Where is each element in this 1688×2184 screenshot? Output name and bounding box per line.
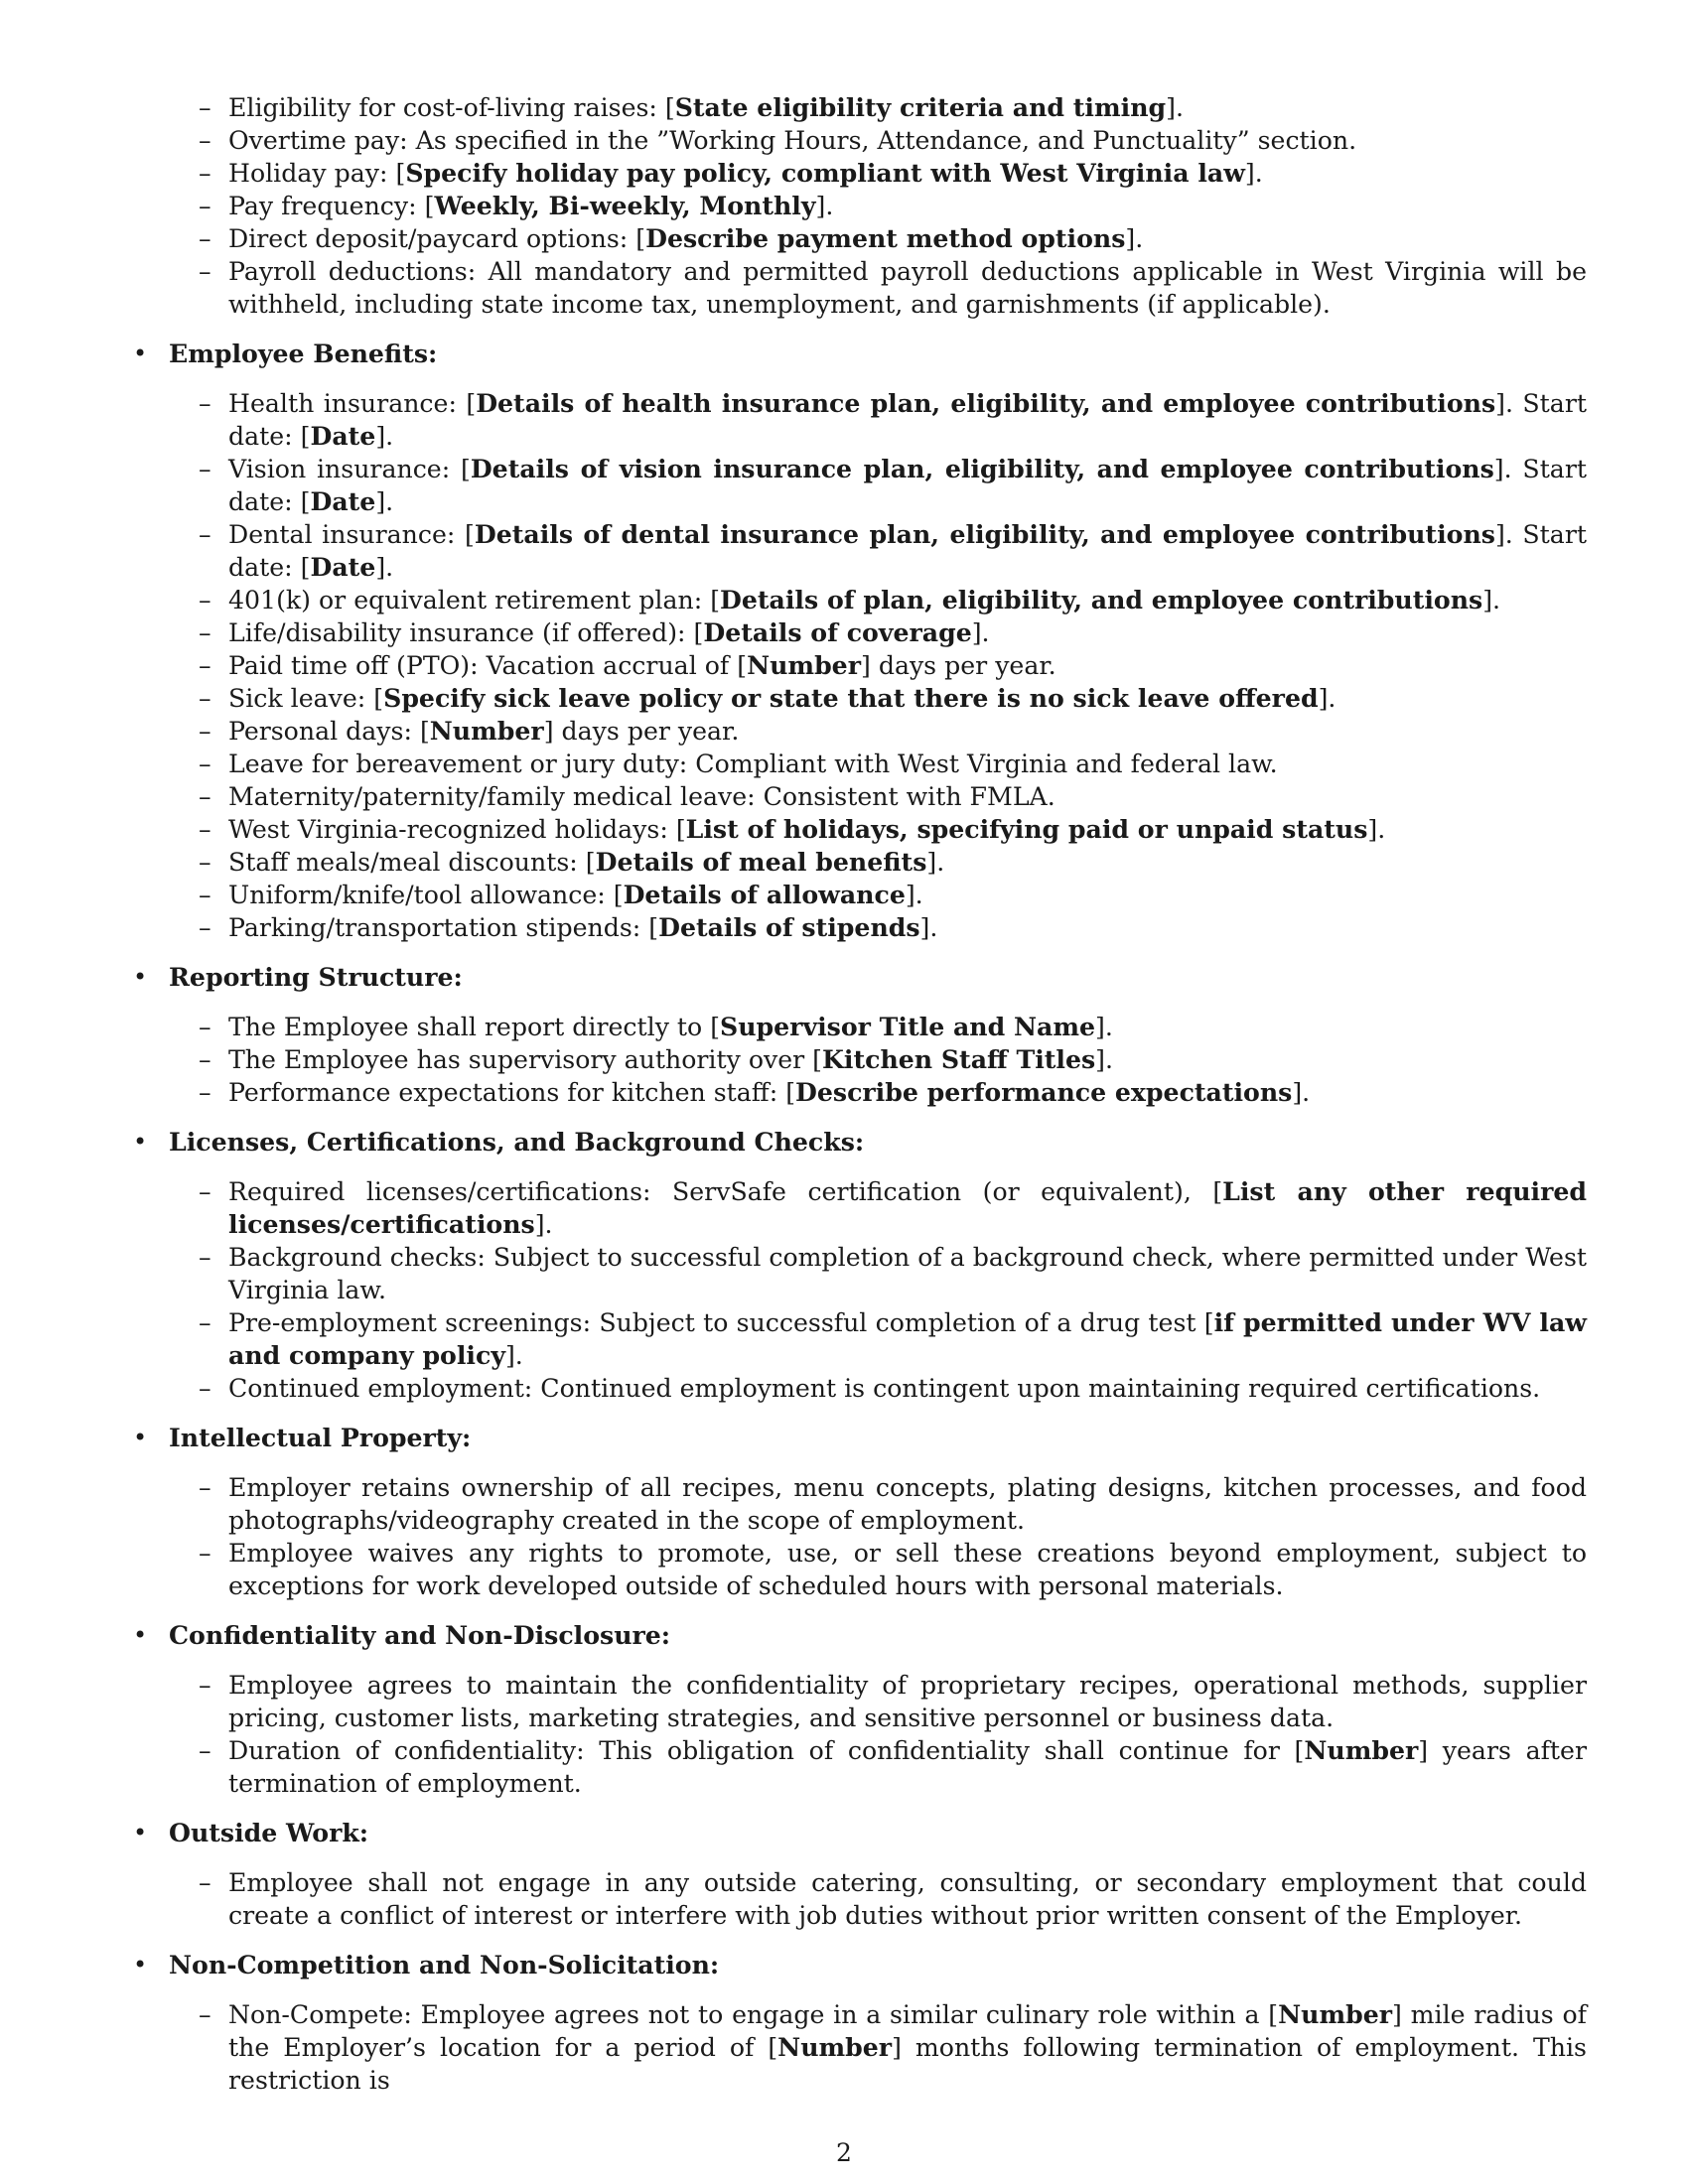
dash-marker: –: [199, 1539, 211, 1568]
placeholder-text: Number: [429, 716, 544, 746]
body-text: West Virginia-recognized holidays: [: [228, 815, 686, 844]
sections-list: [127, 338, 1587, 2097]
placeholder-text: Details of plan, eligibility, and employee contributions: [720, 585, 1483, 614]
body-text: ].: [815, 192, 834, 220]
body-text: 401(k) or equivalent retirement plan: [: [228, 586, 721, 614]
body-text: ].: [534, 1210, 553, 1239]
body-text: ] days per year.: [543, 717, 740, 746]
body-text: Life/disability insurance (if offered): [: [228, 618, 704, 647]
dash-marker: –: [199, 159, 211, 188]
section-title: Non-Competition and Non-Solicitation:: [169, 1950, 720, 1979]
body-text: Payroll deductions: All mandatory and permitted payroll deductions applicable in West Virginia will be withheld, including state income tax, unemployment, and garnishments (if applicable).: [228, 257, 1587, 319]
section-item: [127, 1126, 1587, 1405]
placeholder-text: Details of meal benefits: [595, 847, 927, 877]
body-text: Eligibility for cost-of-living raises: [: [228, 93, 675, 122]
section-title: Licenses, Certifications, and Background Checks:: [169, 1127, 865, 1157]
list-item: [199, 190, 1587, 222]
section-item: [127, 961, 1587, 1109]
dash-marker: –: [199, 1078, 211, 1107]
section-item: [127, 1817, 1587, 1932]
placeholder-text: Date: [310, 552, 376, 582]
list-item: [199, 518, 1587, 584]
dash-marker: –: [199, 455, 211, 483]
body-text: ].: [1292, 1078, 1311, 1107]
list-item: [199, 715, 1587, 748]
section-sublist: [169, 1011, 1587, 1109]
list-item: [199, 911, 1587, 944]
dash-marker: –: [199, 1868, 211, 1897]
pay-details-list: [127, 91, 1587, 321]
list-item: [199, 649, 1587, 682]
dash-marker: –: [199, 651, 211, 680]
dash-marker: –: [199, 1671, 211, 1700]
section-sublist: [169, 1866, 1587, 1932]
section-title: Reporting Structure:: [169, 962, 463, 992]
list-item: [199, 157, 1587, 190]
dash-marker: –: [199, 848, 211, 877]
placeholder-text: if permitted under WV law and company policy: [228, 1307, 1587, 1370]
bullet-marker: •: [133, 1951, 148, 1979]
placeholder-text: Number: [1304, 1735, 1419, 1765]
dash-marker: –: [199, 815, 211, 844]
body-text: Sick leave: [: [228, 684, 384, 713]
list-item: [199, 1372, 1587, 1405]
body-text: Uniform/knife/tool allowance: [: [228, 881, 624, 909]
body-text: Personal days: [: [228, 717, 430, 746]
dash-marker: –: [199, 1045, 211, 1074]
placeholder-text: Number: [1278, 1999, 1393, 2029]
dash-marker: –: [199, 913, 211, 942]
body-text: ].: [1166, 93, 1184, 122]
body-text: ].: [375, 553, 394, 582]
body-text: ]. Start date: [: [228, 389, 1587, 451]
placeholder-text: Date: [310, 421, 376, 451]
body-text: Non-Compete: Employee agrees not to engage in a similar culinary role within a [: [228, 2000, 1279, 2029]
body-text: ].: [905, 881, 923, 909]
list-item: [199, 879, 1587, 911]
document-page: [127, 91, 1587, 2114]
body-text: Continued employment: Continued employment is contingent upon maintaining required certifications.: [228, 1374, 1541, 1403]
body-text: ].: [1125, 224, 1144, 253]
placeholder-text: Details of coverage: [703, 617, 972, 647]
dash-marker: –: [199, 1243, 211, 1272]
dash-marker: –: [199, 684, 211, 713]
bullet-marker: •: [133, 340, 148, 367]
body-text: The Employee has supervisory authority over [: [228, 1045, 823, 1074]
body-text: The Employee shall report directly to [: [228, 1013, 721, 1041]
section-sublist: [169, 387, 1587, 944]
body-text: ].: [1318, 684, 1336, 713]
list-item: [199, 1175, 1587, 1241]
body-text: ].: [971, 618, 990, 647]
list-item: [199, 813, 1587, 846]
body-text: ].: [1095, 1045, 1114, 1074]
body-text: Performance expectations for kitchen staff: [: [228, 1078, 796, 1107]
list-item: [199, 1998, 1587, 2097]
section-title: Intellectual Property:: [169, 1423, 472, 1452]
list-item: [199, 387, 1587, 453]
dash-marker: –: [199, 520, 211, 549]
dash-marker: –: [199, 2000, 211, 2029]
section-sublist: [169, 1471, 1587, 1602]
dash-marker: –: [199, 1736, 211, 1765]
body-text: Duration of confidentiality: This obligation of confidentiality shall continue for [: [228, 1736, 1305, 1765]
body-text: Pre-employment screenings: Subject to successful completion of a drug test [: [228, 1308, 1214, 1337]
placeholder-text: Details of allowance: [623, 880, 906, 909]
dash-marker: –: [199, 1013, 211, 1041]
section-item: [127, 1619, 1587, 1800]
list-item: [199, 255, 1587, 321]
body-text: ]. Start date: [: [228, 455, 1587, 516]
body-text: Employer retains ownership of all recipes, menu concepts, plating designs, kitchen processes, and food photographs/videography created in the scope of employment.: [228, 1473, 1587, 1535]
section-sublist: [169, 1175, 1587, 1405]
list-item: [199, 222, 1587, 255]
placeholder-text: Specify sick leave policy or state that there is no sick leave offered: [383, 683, 1319, 713]
list-item: [199, 616, 1587, 649]
dash-marker: –: [199, 618, 211, 647]
list-item: [199, 453, 1587, 518]
body-text: ].: [504, 1341, 523, 1370]
placeholder-text: Details of vision insurance plan, eligibility, and employee contributions: [470, 454, 1494, 483]
section-title: Confidentiality and Non-Disclosure:: [169, 1620, 671, 1650]
placeholder-text: Describe performance expectations: [795, 1077, 1293, 1107]
dash-marker: –: [199, 257, 211, 286]
body-text: ].: [926, 848, 945, 877]
body-text: ]. Start date: [: [228, 520, 1587, 582]
dash-marker: –: [199, 881, 211, 909]
body-text: Pay frequency: [: [228, 192, 435, 220]
placeholder-text: Weekly, Bi-weekly, Monthly: [434, 191, 816, 220]
section-sublist: [169, 1669, 1587, 1800]
body-text: Employee shall not engage in any outside catering, consulting, or secondary employment that could create a conflict of interest or interfere with job duties without prior written consent of the Employer.: [228, 1868, 1587, 1930]
body-text: Employee agrees to maintain the confidentiality of proprietary recipes, operational methods, supplier pricing, customer lists, marketing strategies, and sensitive personnel or business data.: [228, 1671, 1587, 1732]
dash-marker: –: [199, 1473, 211, 1502]
list-item: [199, 1669, 1587, 1734]
list-item: [199, 1537, 1587, 1602]
placeholder-text: Date: [310, 486, 376, 516]
dash-marker: –: [199, 224, 211, 253]
dash-marker: –: [199, 1374, 211, 1403]
list-item: [199, 1011, 1587, 1043]
list-item: [199, 1241, 1587, 1306]
body-text: Leave for bereavement or jury duty: Compliant with West Virginia and federal law.: [228, 750, 1278, 778]
bullet-marker: •: [133, 963, 148, 991]
list-item: [199, 846, 1587, 879]
body-text: ].: [375, 422, 394, 451]
body-text: ] months following termination of employment. This restriction is: [228, 2033, 1587, 2095]
body-text: ].: [919, 913, 938, 942]
list-item: [199, 124, 1587, 157]
placeholder-text: State eligibility criteria and timing: [674, 92, 1167, 122]
list-item: [199, 1043, 1587, 1076]
body-text: ].: [1244, 159, 1263, 188]
body-text: Dental insurance: [: [228, 520, 475, 549]
placeholder-text: Details of stipends: [658, 912, 920, 942]
body-text: ].: [1367, 815, 1386, 844]
list-item: [199, 1471, 1587, 1537]
body-text: Parking/transportation stipends: [: [228, 913, 659, 942]
dash-marker: –: [199, 586, 211, 614]
body-text: ] days per year.: [860, 651, 1056, 680]
body-text: Staff meals/meal discounts: [: [228, 848, 596, 877]
body-text: Health insurance: [: [228, 389, 477, 418]
dash-marker: –: [199, 93, 211, 122]
body-text: ].: [1482, 586, 1501, 614]
body-text: Required licenses/certifications: ServSafe certification (or equivalent), [: [228, 1177, 1223, 1206]
body-text: ] years after termination of employment.: [228, 1736, 1587, 1798]
body-text: Overtime pay: As specified in the ”Working Hours, Attendance, and Punctuality” section.: [228, 126, 1357, 155]
section-sublist: [169, 1998, 1587, 2097]
body-text: Employee waives any rights to promote, use, or sell these creations beyond employment, subject to exceptions for work developed outside of scheduled hours with personal materials.: [228, 1539, 1587, 1600]
dash-marker: –: [199, 750, 211, 778]
body-text: Holiday pay: [: [228, 159, 406, 188]
bullet-marker: •: [133, 1819, 148, 1846]
dash-marker: –: [199, 126, 211, 155]
section-item: [127, 338, 1587, 944]
body-text: Vision insurance: [: [228, 455, 471, 483]
placeholder-text: Supervisor Title and Name: [720, 1012, 1096, 1041]
placeholder-text: Details of health insurance plan, eligibility, and employee contributions: [476, 388, 1496, 418]
list-item: [199, 1734, 1587, 1800]
list-item: [199, 682, 1587, 715]
placeholder-text: List of holidays, specifying paid or unpaid status: [685, 814, 1368, 844]
body-text: Direct deposit/paycard options: [: [228, 224, 646, 253]
dash-marker: –: [199, 1308, 211, 1337]
dash-marker: –: [199, 389, 211, 418]
dash-marker: –: [199, 1177, 211, 1206]
dash-marker: –: [199, 717, 211, 746]
section-item: [127, 1949, 1587, 2097]
list-item: [199, 780, 1587, 813]
bullet-marker: •: [133, 1128, 148, 1156]
dash-marker: –: [199, 192, 211, 220]
section-item: [127, 1422, 1587, 1602]
body-text: ] mile radius of the Employer’s location for a period of [: [228, 2000, 1587, 2062]
placeholder-text: Specify holiday pay policy, compliant with West Virginia law: [405, 158, 1245, 188]
list-item: [199, 1076, 1587, 1109]
placeholder-text: Describe payment method options: [645, 223, 1126, 253]
list-item: [199, 1866, 1587, 1932]
list-item: [199, 91, 1587, 124]
bullet-marker: •: [133, 1424, 148, 1451]
list-item: [199, 1306, 1587, 1372]
placeholder-text: Number: [747, 650, 861, 680]
bullet-marker: •: [133, 1621, 148, 1649]
list-item: [199, 748, 1587, 780]
body-text: Background checks: Subject to successful completion of a background check, where permitted under West Virginia law.: [228, 1243, 1587, 1304]
dash-marker: –: [199, 782, 211, 811]
body-text: Maternity/paternity/family medical leave: Consistent with FMLA.: [228, 782, 1055, 811]
body-text: ].: [1095, 1013, 1113, 1041]
section-title: Employee Benefits:: [169, 339, 438, 368]
page-number: 2: [836, 2138, 852, 2167]
list-item: [199, 584, 1587, 616]
body-text: Paid time off (PTO): Vacation accrual of [: [228, 651, 748, 680]
placeholder-text: Number: [777, 2032, 893, 2062]
body-text: ].: [375, 487, 394, 516]
placeholder-text: Kitchen Staff Titles: [822, 1044, 1096, 1074]
section-title: Outside Work:: [169, 1818, 369, 1847]
placeholder-text: List any other required licenses/certifications: [228, 1176, 1587, 1239]
placeholder-text: Details of dental insurance plan, eligibility, and employee contributions: [474, 519, 1495, 549]
